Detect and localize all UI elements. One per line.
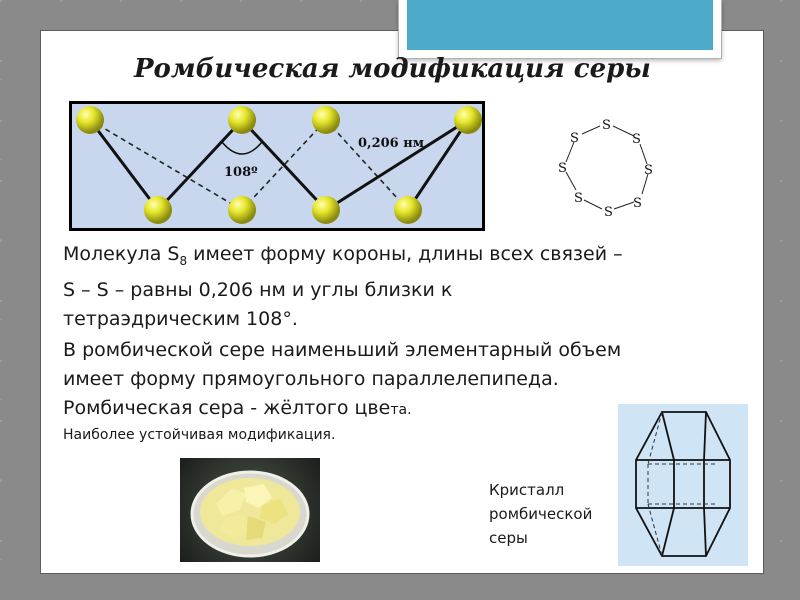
subscript-8: 8 bbox=[179, 253, 188, 268]
paragraph-1-line-3: тетраэдрическим 108°. bbox=[63, 307, 298, 330]
sulfur-atom bbox=[76, 106, 104, 134]
slide-title: Ромбическая модификация серы bbox=[134, 54, 651, 84]
top-decorative-frame bbox=[398, 0, 722, 59]
ring-atom-label: S bbox=[602, 118, 611, 133]
ring-atom-label: S bbox=[632, 132, 641, 147]
top-accent-panel bbox=[407, 0, 713, 50]
ring-atom-label: S bbox=[644, 163, 653, 178]
sulfur-atom bbox=[454, 106, 482, 134]
crystal-caption bbox=[489, 478, 592, 550]
chain-diagram bbox=[69, 101, 485, 231]
sulfur-atoms bbox=[76, 106, 482, 224]
s8-ring-svg bbox=[548, 112, 668, 220]
bond-length-label: 0,206 нм bbox=[358, 136, 425, 151]
sulfur-atom bbox=[144, 196, 172, 224]
crystal-drawing bbox=[618, 404, 748, 566]
sulfur-dish-image bbox=[180, 458, 320, 562]
crystal-caption-line: серы bbox=[489, 529, 528, 547]
text-segment: Ромбическая сера - жёлтого цве bbox=[63, 396, 391, 419]
angle-arc bbox=[222, 142, 262, 154]
chain-diagram-svg bbox=[72, 104, 482, 228]
crystal-drawing-svg bbox=[618, 404, 748, 566]
angle-label: 108º bbox=[224, 165, 258, 180]
sulfur-atom bbox=[228, 106, 256, 134]
paragraph-2-line-2: имеет форму прямоугольного параллелепипеда. bbox=[63, 367, 559, 390]
text-segment: та. bbox=[390, 401, 412, 418]
paragraph-1-line-1 bbox=[63, 240, 743, 276]
ring-atom-label: S bbox=[633, 196, 642, 211]
sulfur-atom bbox=[394, 196, 422, 224]
paragraph-2-line-1: В ромбической сере наименьший элементарный объем bbox=[63, 338, 622, 361]
s8-ring bbox=[548, 112, 668, 220]
text-segment: имеет форму короны, длины всех связей – bbox=[187, 243, 623, 265]
ring-atom-label: S bbox=[574, 191, 583, 206]
crystal-hidden-edges bbox=[648, 412, 718, 556]
paragraph-4: Наиболее устойчивая модификация. bbox=[63, 426, 336, 443]
ring-atom-label: S bbox=[558, 161, 567, 176]
sulfur-atom bbox=[228, 196, 256, 224]
sulfur-atom bbox=[312, 106, 340, 134]
ring-atom-label: S bbox=[604, 205, 613, 220]
ring-atom-labels bbox=[558, 118, 653, 220]
text-segment: Молекула S bbox=[63, 243, 180, 265]
crystal-caption-line: Кристалл bbox=[489, 481, 565, 499]
paragraph-1-line-2: S – S – равны 0,206 нм и углы близки к bbox=[63, 278, 453, 301]
sulfur-atom bbox=[312, 196, 340, 224]
crystal-caption-line: ромбической bbox=[489, 505, 593, 523]
ring-atom-label: S bbox=[570, 131, 579, 146]
sulfur-photo bbox=[180, 458, 320, 562]
crystal-edges bbox=[636, 412, 730, 556]
